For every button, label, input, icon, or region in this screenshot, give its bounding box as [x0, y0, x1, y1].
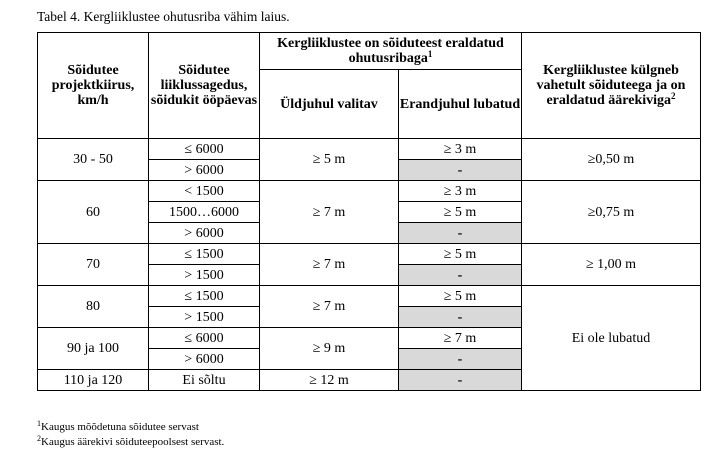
traffic-cell: > 1500 — [149, 265, 260, 286]
header-adjacent-text: Kergliiklustee külgneb vahetult sõiduteega ja on eraldatud äärekiviga — [536, 63, 686, 108]
footnote-mark: 2 — [37, 434, 41, 443]
footnote-1 — [37, 421, 199, 433]
traffic-cell: ≤ 6000 — [149, 328, 260, 349]
curb-width-cell: ≥ 1,00 m — [522, 244, 701, 286]
exception-width-cell: - — [399, 223, 522, 244]
exception-width-cell: ≥ 3 m — [399, 139, 522, 160]
footnote-ref-1: 1 — [427, 49, 433, 59]
exception-width-cell: - — [399, 349, 522, 370]
traffic-cell: ≤ 1500 — [149, 286, 260, 307]
speed-cell: 70 — [38, 244, 149, 286]
traffic-cell: < 1500 — [149, 181, 260, 202]
header-separated — [260, 33, 522, 70]
table-row — [38, 181, 701, 202]
traffic-cell: > 6000 — [149, 223, 260, 244]
header-adjacent — [522, 33, 701, 139]
header-exception: Erandjuhul lubatud — [399, 70, 522, 139]
exception-width-cell: - — [399, 307, 522, 328]
footnote-ref-2: 2 — [671, 91, 676, 101]
header-speed: Sõidutee projektkiirus, km/h — [38, 33, 149, 139]
speed-cell: 90 ja 100 — [38, 328, 149, 370]
exception-width-cell: - — [399, 265, 522, 286]
general-width-cell: ≥ 12 m — [260, 370, 399, 391]
footnote-2 — [37, 436, 224, 448]
traffic-cell: 1500…6000 — [149, 202, 260, 223]
traffic-cell: > 1500 — [149, 307, 260, 328]
table-row — [38, 139, 701, 160]
table-row — [38, 286, 701, 307]
exception-width-cell: - — [399, 370, 522, 391]
table-body — [38, 139, 701, 391]
general-width-cell: ≥ 7 m — [260, 244, 399, 286]
general-width-cell: ≥ 5 m — [260, 139, 399, 181]
exception-width-cell: ≥ 5 m — [399, 202, 522, 223]
curb-width-cell: ≥0,50 m — [522, 139, 701, 181]
general-width-cell: ≥ 7 m — [260, 181, 399, 244]
footnote-text: Kaugus mõõdetuna sõidutee servast — [41, 421, 199, 433]
footnote-mark: 1 — [37, 419, 41, 428]
general-width-cell: ≥ 7 m — [260, 286, 399, 328]
header-traffic: Sõidutee liiklussagedus, sõidukit ööpäevas — [149, 33, 260, 139]
exception-width-cell: ≥ 5 m — [399, 286, 522, 307]
speed-cell: 60 — [38, 181, 149, 244]
traffic-cell: > 6000 — [149, 160, 260, 181]
exception-width-cell: ≥ 7 m — [399, 328, 522, 349]
table-caption: Tabel 4. Kergliiklustee ohutusriba vähim laius. — [37, 9, 290, 24]
header-separated-text: Kergliiklustee on sõiduteest eraldatud ohutusribaga — [277, 36, 504, 66]
exception-width-cell: ≥ 5 m — [399, 244, 522, 265]
safety-strip-table — [37, 32, 701, 391]
footnote-text: Kaugus äärekivi sõiduteepoolsest servast. — [41, 436, 225, 448]
traffic-cell: ≤ 6000 — [149, 139, 260, 160]
not-allowed-cell: Ei ole lubatud — [522, 286, 701, 391]
speed-cell: 80 — [38, 286, 149, 328]
exception-width-cell: - — [399, 160, 522, 181]
speed-cell: 30 - 50 — [38, 139, 149, 181]
traffic-cell: > 6000 — [149, 349, 260, 370]
header-generally: Üldjuhul valitav — [260, 70, 399, 139]
table-row — [38, 244, 701, 265]
traffic-cell: Ei sõltu — [149, 370, 260, 391]
general-width-cell: ≥ 9 m — [260, 328, 399, 370]
traffic-cell: ≤ 1500 — [149, 244, 260, 265]
exception-width-cell: ≥ 3 m — [399, 181, 522, 202]
speed-cell: 110 ja 120 — [38, 370, 149, 391]
curb-width-cell: ≥0,75 m — [522, 181, 701, 244]
